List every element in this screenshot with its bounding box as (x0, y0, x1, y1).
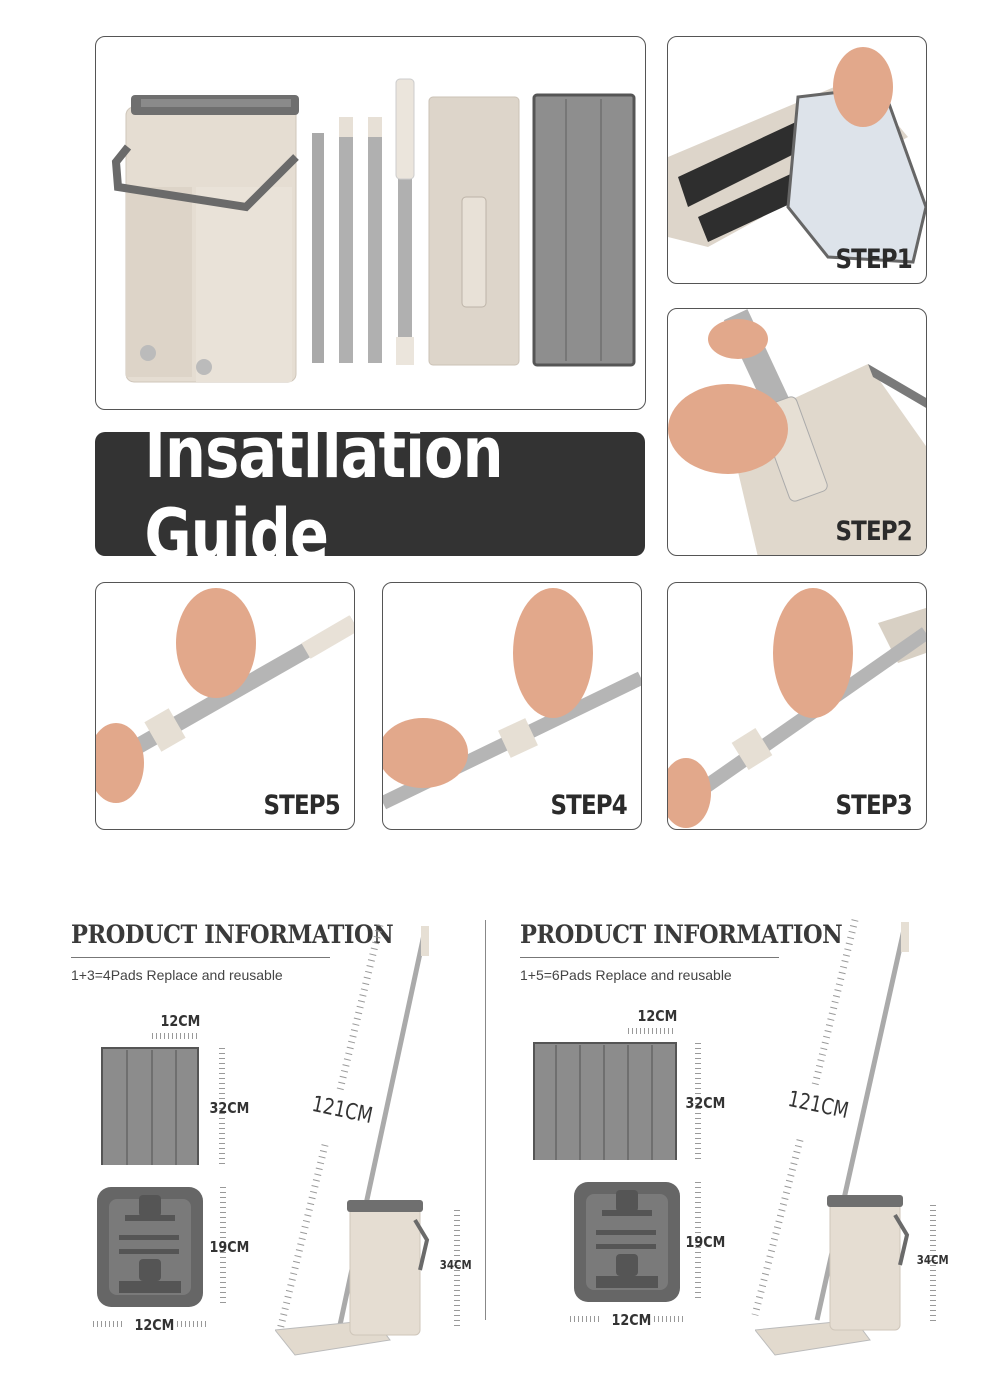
step2-panel (667, 308, 927, 556)
info-right-subtitle: 1+5=6Pads Replace and reusable (520, 967, 732, 983)
info-left-pad-image (100, 1030, 300, 1165)
step3-panel (667, 582, 927, 830)
info-left-bucket-tall: 34CM (439, 1258, 472, 1272)
info-left-title: PRODUCT INFORMATION (71, 920, 394, 949)
step2-label: STEP2 (835, 516, 912, 547)
bucket-image (116, 95, 299, 382)
step4-panel (382, 582, 642, 830)
info-left-bucket-height: 19CM (209, 1238, 250, 1256)
pole-segments-image (312, 79, 414, 365)
installation-guide-banner (95, 412, 645, 576)
info-divider (485, 920, 486, 1320)
step1-label: STEP1 (835, 244, 912, 275)
info-right-bucket-height: 19CM (685, 1233, 726, 1251)
product-parts-illustration (96, 37, 646, 410)
info-left-pad-width: 12CM (160, 1012, 201, 1030)
info-right-bucket-width: 12CM (611, 1311, 652, 1329)
info-left-bucket-width: 12CM (134, 1316, 175, 1334)
info-right-mop-image (755, 920, 955, 1360)
info-right-pad-height: 32CM (685, 1094, 726, 1112)
info-right-pad-image (532, 1025, 712, 1160)
step5-label: STEP5 (263, 790, 340, 821)
info-right-mop-length: 121CM (785, 1086, 851, 1125)
info-right-pad-width: 12CM (637, 1007, 678, 1025)
info-left-mop-length: 121CM (309, 1091, 375, 1130)
step3-label: STEP3 (835, 790, 912, 821)
step5-panel (95, 582, 355, 830)
product-overview-panel (95, 36, 646, 410)
step4-label: STEP4 (550, 790, 627, 821)
banner-title: Insatllation Guide (144, 412, 503, 576)
info-left-mop-image (275, 920, 475, 1360)
info-right-bucket-tall: 34CM (916, 1253, 949, 1267)
info-left-subtitle: 1+3=4Pads Replace and reusable (71, 967, 283, 983)
info-left-pad-height: 32CM (209, 1099, 250, 1117)
info-right-rule (520, 957, 779, 958)
mop-pad-image (534, 95, 634, 365)
mop-plate-image (429, 97, 519, 365)
step1-panel (667, 36, 927, 284)
info-right-title: PRODUCT INFORMATION (520, 920, 843, 949)
